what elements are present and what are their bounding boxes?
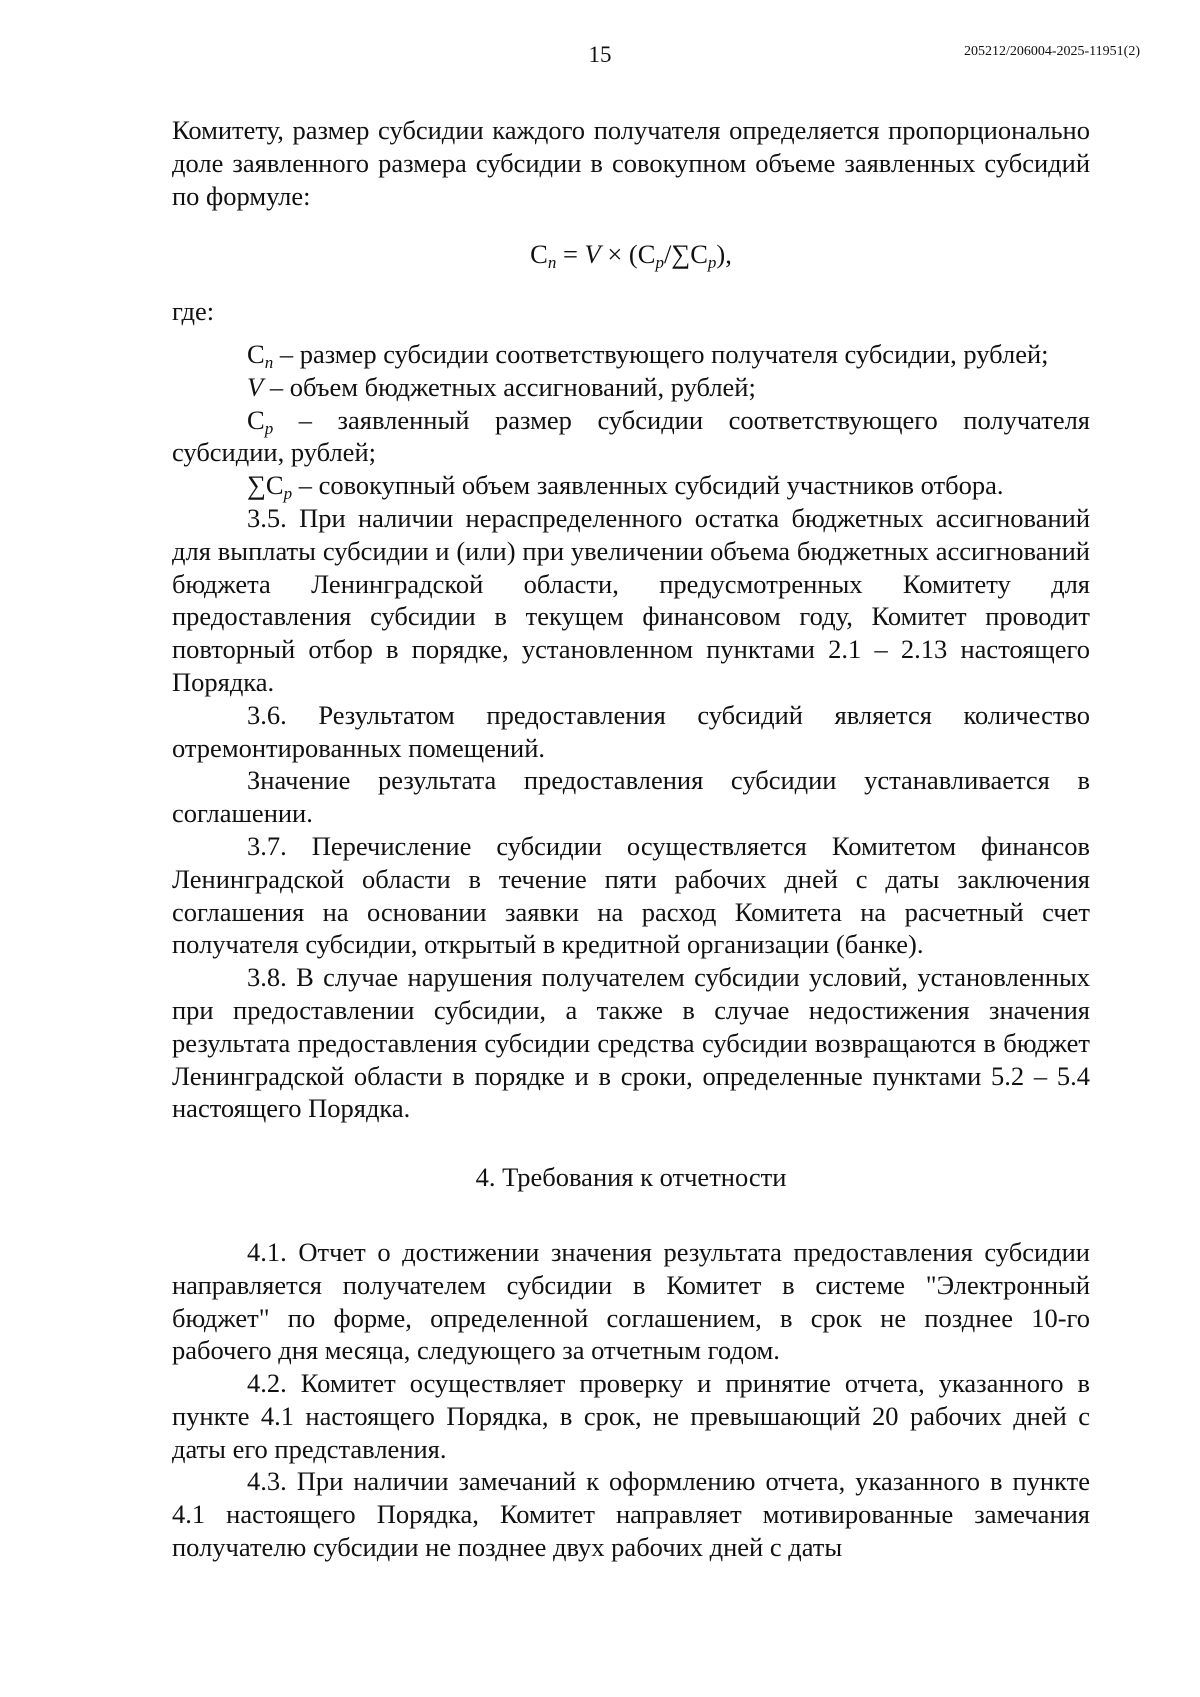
def-cn-symbol: C [247,338,265,369]
paragraph-4-1: 4.1. Отчет о достижении значения результата предоставления субсидии направляется получателем субсидии в Комитет в системе "Электронный бюджет" по форме, определенной соглашением, в срок не позднее 10-го рабочего дня месяца, следующего за отчетным годом. [172,1236,1090,1366]
formula-slash-sum: /∑C [663,239,708,270]
def-sum-symbol: ∑C [247,470,284,501]
formula-times: × (C [600,239,656,270]
paragraph-3-5: 3.5. При наличии нераспределенного остатка бюджетных ассигнований для выплаты субсидии и (или) при увеличении объема бюджетных ассигнований бюджета Ленинградской области, предусмотренных Комитету для предоставления субсидии в текущем финансовом году, Комитет проводит повторный отбор в порядке, установленном пунктами 2.1 – 2.13 настоящего Порядка. [172,502,1090,697]
definition-cp [172,404,1090,470]
formula [172,238,1090,271]
definition-cn [172,338,1090,371]
def-cp-text: – заявленный размер субсидии соответствующего получателя субсидии, рублей; [172,404,1090,468]
paragraph-4-2: 4.2. Комитет осуществляет проверку и принятие отчета, указанного в пункте 4.1 настоящего Порядка, в срок, не превышающий 20 рабочих дней с даты его представления. [172,1368,1090,1464]
paragraph-gde: где: [172,296,215,327]
paragraph-3-8: 3.8. В случае нарушения получателем субсидии условий, установленных при предоставлении субсидии, а также в случае недостижения значения результата предоставления субсидии средства субсидии возвращаются в бюджет Ленинградской области в порядке и в сроки, определенные пунктами 5.2 – 5.4 настоящего Порядка. [172,962,1090,1124]
def-sum-text: – совокупный объем заявленных субсидий участников отбора. [292,470,1004,501]
definition-v [172,371,1090,404]
def-v-symbol: V [247,371,264,402]
document-body [172,114,1090,1564]
section-heading-4: 4. Требования к отчетности [475,1162,787,1193]
def-cn-sub: n [264,352,274,372]
page-number: 15 [588,42,612,67]
formula-eq: = [556,239,585,270]
def-cp-sub: p [264,418,274,438]
paragraph-3-6-value: Значение результата предоставления субсидии устанавливается в соглашении. [172,765,1090,829]
def-cn-text: – размер субсидии соответствующего получателя субсидии, рублей; [273,338,1049,369]
def-sum-sub: p [283,484,293,504]
formula-end: ), [716,239,732,270]
def-v-text: – объем бюджетных ассигнований, рублей; [263,371,756,402]
document-id: 205212/206004-2025-11951(2) [963,44,1140,59]
paragraph-3-6: 3.6. Результатом предоставления субсидий является количество отремонтированных помещений. [172,699,1090,763]
definition-sum [172,469,1090,502]
formula-c: C [530,239,548,270]
formula-v: V [584,239,601,270]
def-cp-symbol: C [247,404,265,435]
formula-sub-p1: p [655,253,664,273]
formula-sub-n: n [547,253,557,273]
paragraph-3-7: 3.7. Перечисление субсидии осуществляется Комитетом финансов Ленинградской области в течение пяти рабочих дней с даты заключения соглашения на основании заявки на расход Комитета на расчетный счет получателя субсидии, открытый в кредитной организации (банке). [172,830,1090,960]
paragraph-4-3: 4.3. При наличии замечаний к оформлению отчета, указанного в пункте 4.1 настоящего Порядка, Комитет направляет мотивированные замечания получателю субсидии не позднее двух рабочих дней с даты [172,1466,1090,1563]
formula-sub-p2: p [707,253,717,273]
paragraph-intro: Комитету, размер субсидии каждого получателя определяется пропорционально доле заявленного размера субсидии в совокупном объеме заявленных субсидий по формуле: [172,115,1090,211]
